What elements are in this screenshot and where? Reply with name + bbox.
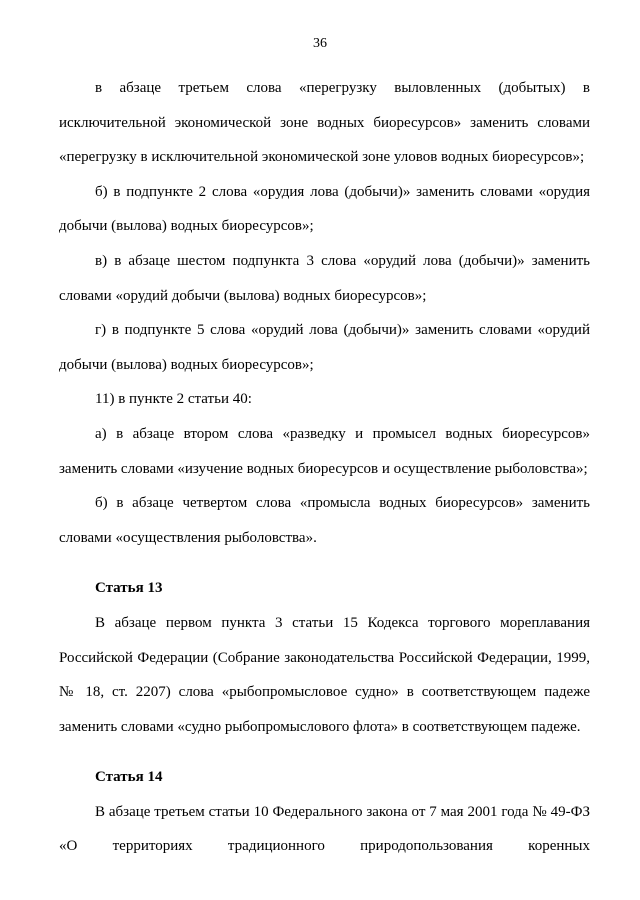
document-body: [59, 71, 590, 864]
paragraph-abzac-tretiy: в абзаце третьем слова «перегрузку выловленных (добытых) в исключительной экономической зоне водных биоресурсов» заменить словами «перегрузку в исключительной экономической зоне уловов водных биоресурсов»;: [59, 80, 590, 166]
paragraph-podpunkt-g: г) в подпункте 5 слова «орудий лова (добычи)» заменить словами «орудий добычи (вылова) водных биоресурсов»;: [59, 322, 590, 373]
paragraph-podpunkt-b: б) в подпункте 2 слова «орудия лова (добычи)» заменить словами «орудия добычи (вылова) водных биоресурсов»;: [59, 183, 590, 235]
page-number: 36: [313, 36, 327, 51]
article-14-heading: Статья 14: [95, 769, 163, 786]
article-14-text: В абзаце третьем статьи 10 Федерального закона от 7 мая 2001 года № 49-ФЗ «О территориях традиционного природопользования коренных: [59, 803, 590, 855]
article-13-text: В абзаце первом пункта 3 статьи 15 Кодекса торгового мореплавания Российской Федерации (Собрание законодательства Российской Федерации, 1999, № 18, ст. 2207) слова «рыбопромысловое судно» в соответствующем падеже заменить словами «судно рыбопромыслового флота» в соответствующем падеже.: [59, 614, 590, 735]
paragraph-punkt-11: 11) в пункте 2 статьи 40:: [95, 391, 252, 408]
paragraph-punkt-11-b: б) в абзаце четвертом слова «промысла водных биоресурсов» заменить словами «осуществления рыболовства».: [59, 495, 590, 546]
article-13-heading: Статья 13: [95, 580, 163, 597]
paragraph-podpunkt-v: в) в абзаце шестом подпункта 3 слова «орудий лова (добычи)» заменить словами «орудий добычи (вылова) водных биоресурсов»;: [59, 252, 590, 304]
paragraph-punkt-11-a: а) в абзаце втором слова «разведку и промысел водных биоресурсов» заменить словами «изучение водных биоресурсов и осуществление рыболовства»;: [59, 425, 590, 477]
